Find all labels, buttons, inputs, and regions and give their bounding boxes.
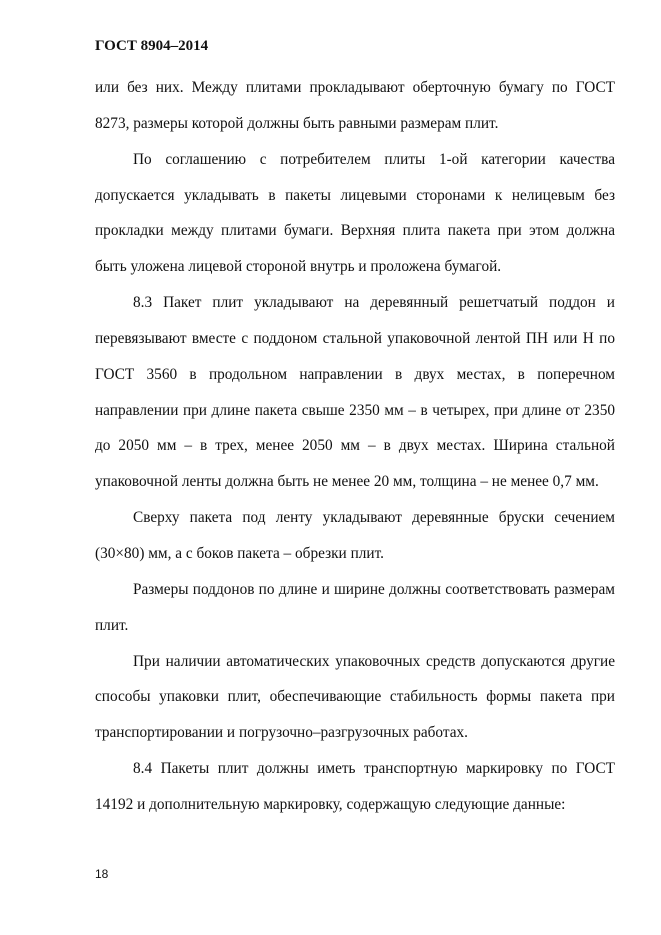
paragraph-pallet-sizes: Размеры поддонов по длине и ширине должны соответствовать размерам плит. xyxy=(95,580,615,634)
paragraph-8-3: 8.3 Пакет плит укладывают на деревянный решетчатый поддон и перевязывают вместе с поддоном стальной упаковочной лентой ПН или Н по ГОСТ 3560 в продольном направлении в двух местах, в поперечном направлении при длине пакета свыше 2350 мм – в четырех, при длине от 2350 до 2050 мм – в трех, менее 2050 мм – в двух местах. Ширина стальной упаковочной ленты должна быть не менее 20 мм, толщина – не менее 0,7 мм. xyxy=(95,294,615,491)
paragraph-automatic-packing: При наличии автоматических упаковочных средств допускаются другие способы упаковки плит, обеспечивающие стабильность формы пакета при транспортировании и погрузочно–разгрузочных работах. xyxy=(95,652,615,742)
page-header-standard: ГОСТ 8904–2014 xyxy=(95,38,209,54)
page-number: 18 xyxy=(95,867,109,881)
paragraph-continuation: или без них. Между плитами прокладывают оберточную бумагу по ГОСТ 8273, размеры которой должны быть равными размерам плит. xyxy=(95,79,615,132)
body-text xyxy=(95,70,615,823)
paragraph-consumer-agreement: По соглашению с потребителем плиты 1-ой категории качества допускается укладывать в пакеты лицевыми сторонами к нелицевым без прокладки между плитами бумаги. Верхняя плита пакета при этом должна быть уложена лицевой стороной внутрь и проложена бумагой. xyxy=(95,150,615,276)
paragraph-8-4: 8.4 Пакеты плит должны иметь транспортную маркировку по ГОСТ 14192 и дополнительную маркировку, содержащую следующие данные: xyxy=(95,760,615,813)
paragraph-bars: Сверху пакета под ленту укладывают деревянные бруски сечением (30×80) мм, а с боков пакета – обрезки плит. xyxy=(95,509,615,562)
